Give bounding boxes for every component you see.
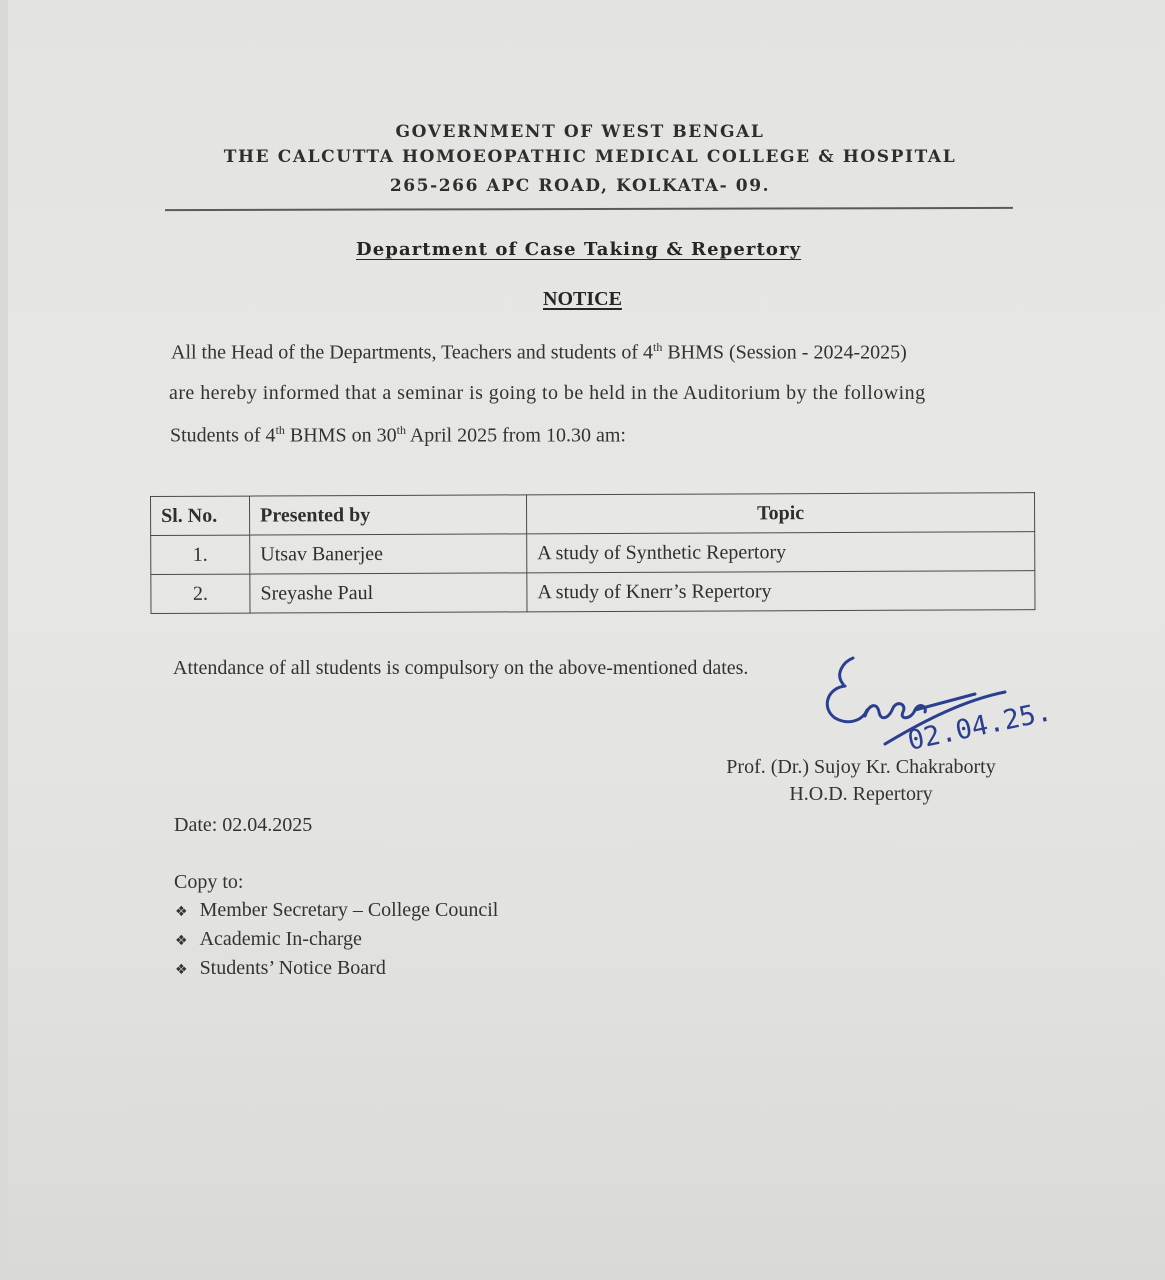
cell-presenter: Utsav Banerjee xyxy=(250,534,527,574)
header-topic: Topic xyxy=(526,493,1034,534)
handwritten-signature xyxy=(815,650,1105,760)
cell-topic: A study of Synthetic Repertory xyxy=(527,532,1035,573)
copy-to-list xyxy=(175,896,498,983)
list-item: ❖ Member Secretary – College Council xyxy=(175,899,499,921)
list-item: ❖ Academic In-charge xyxy=(175,928,362,950)
cell-sl-no: 1. xyxy=(151,535,250,574)
notice-title: NOTICE xyxy=(543,288,622,310)
header-address: 265-266 APC ROAD, KOLKATA- 09. xyxy=(389,176,771,196)
signatory-title: H.O.D. Repertory xyxy=(789,783,933,805)
body-line-2: are hereby informed that a seminar is going to be held in the Auditorium by the following xyxy=(169,382,926,404)
cell-topic: A study of Knerr’s Repertory xyxy=(527,571,1035,612)
department-title: Department of Case Taking & Repertory xyxy=(356,239,802,260)
header-college: THE CALCUTTA HOMOEOPATHIC MEDICAL COLLEGE & HOSPITAL xyxy=(223,147,957,167)
attendance-note: Attendance of all students is compulsory on the above-mentioned dates. xyxy=(173,657,749,679)
bullet-icon: ❖ xyxy=(175,933,188,949)
body-line-1: All the Head of the Departments, Teachers and students of 4th BHMS (Session - 2024-2025) xyxy=(171,340,907,364)
bullet-icon: ❖ xyxy=(175,962,188,978)
cell-presenter: Sreyashe Paul xyxy=(250,573,527,613)
table-row xyxy=(151,571,1035,614)
body-line-3: Students of 4th BHMS on 30th April 2025 from 10.30 am: xyxy=(170,423,626,447)
table-row xyxy=(151,532,1035,575)
list-item: ❖ Students’ Notice Board xyxy=(175,957,386,979)
table-header-row xyxy=(151,493,1035,536)
header-sl-no: Sl. No. xyxy=(151,496,250,535)
cell-sl-no: 2. xyxy=(151,574,250,613)
bullet-icon: ❖ xyxy=(175,904,188,920)
signature-date: 02.04.25. xyxy=(905,696,1055,757)
signatory-name: Prof. (Dr.) Sujoy Kr. Chakraborty xyxy=(726,756,996,778)
notice-date: Date: 02.04.2025 xyxy=(174,814,313,836)
copy-to-label: Copy to: xyxy=(174,871,244,893)
header-government: GOVERNMENT OF WEST BENGAL xyxy=(395,122,765,142)
header-presented-by: Presented by xyxy=(250,495,527,535)
seminar-table xyxy=(150,492,1036,614)
